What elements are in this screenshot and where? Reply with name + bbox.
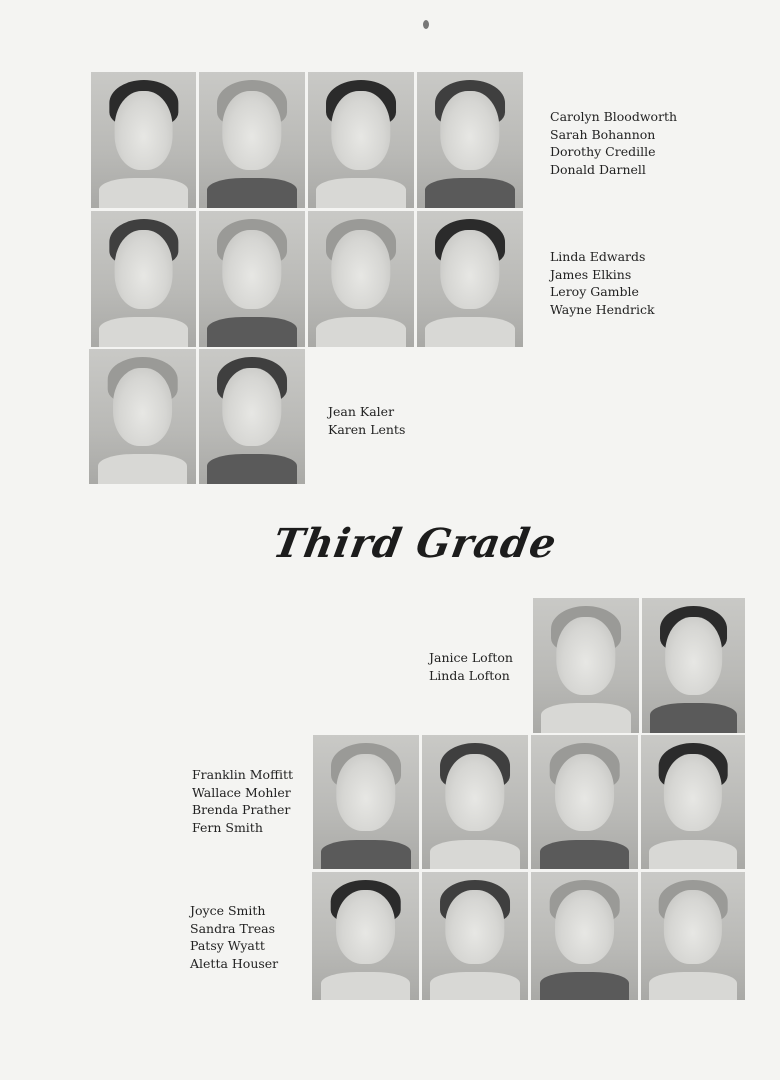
student-photo (313, 735, 419, 869)
student-name: Sarah Bohannon (550, 126, 656, 142)
student-name: Patsy Wyatt (190, 938, 265, 953)
student-photo (91, 211, 196, 347)
student-name: Jean Kaler (328, 404, 395, 419)
student-name: Donald Darnell (550, 161, 646, 177)
name-list (429, 649, 513, 684)
student-photo (91, 72, 196, 208)
student-name: James Elkins (550, 266, 632, 282)
student-name: Dorothy Credille (550, 144, 656, 159)
section-title: Third Grade (269, 520, 561, 567)
name-list (550, 108, 677, 178)
student-name: Wallace Mohler (192, 784, 291, 800)
student-photo (308, 211, 414, 347)
student-name: Wayne Hendrick (550, 301, 655, 317)
student-photo (531, 872, 638, 1000)
student-name: Sandra Treas (190, 920, 276, 936)
student-name: Linda Edwards (550, 249, 646, 264)
student-name: Karen Lents (328, 421, 406, 437)
student-photo (533, 598, 639, 733)
student-photo (422, 872, 528, 1000)
name-list (328, 403, 405, 438)
student-photo (531, 735, 638, 869)
student-photo (641, 735, 745, 869)
student-name: Aletta Houser (190, 955, 279, 971)
name-list (192, 766, 293, 836)
student-name: Joyce Smith (190, 903, 266, 918)
student-name: Brenda Prather (192, 802, 291, 817)
student-photo (417, 72, 523, 208)
student-name: Fern Smith (192, 819, 263, 835)
name-list (190, 902, 278, 972)
student-photo (199, 72, 305, 208)
student-name: Leroy Gamble (550, 284, 639, 299)
student-name: Franklin Moffitt (192, 767, 293, 782)
student-photo (199, 349, 305, 484)
student-photo (422, 735, 528, 869)
paper-speck (423, 20, 429, 29)
student-photo (641, 872, 745, 1000)
student-photo (312, 872, 419, 1000)
name-list (550, 248, 655, 318)
student-name: Carolyn Bloodworth (550, 109, 678, 124)
student-photo (199, 211, 305, 347)
student-name: Janice Lofton (429, 650, 513, 665)
student-name: Linda Lofton (429, 667, 510, 683)
student-photo (417, 211, 523, 347)
student-photo (642, 598, 745, 733)
student-photo (89, 349, 196, 484)
student-photo (308, 72, 414, 208)
